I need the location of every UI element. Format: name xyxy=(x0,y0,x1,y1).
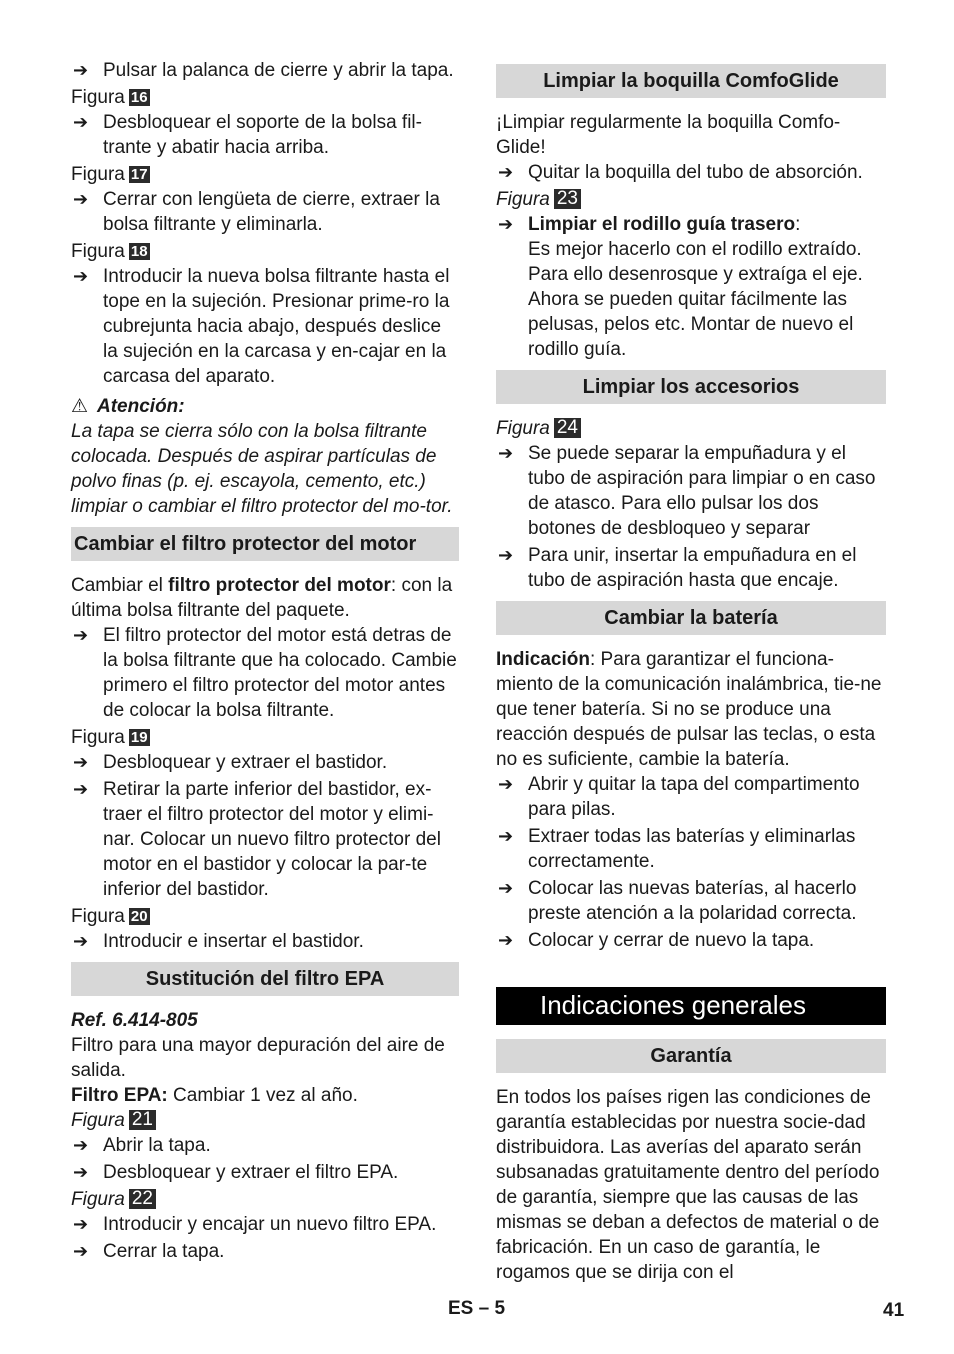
list-item: ➔ Colocar y cerrar de nuevo la tapa. xyxy=(498,930,815,951)
arrow-right-icon: ➔ xyxy=(498,162,514,182)
list-item: ➔ Introducir y encajar un nuevo filtro EPA. xyxy=(73,1214,437,1235)
list-item: ➔ Cerrar la tapa. xyxy=(73,1241,225,1262)
section-heading: Limpiar la boquilla ComfoGlide xyxy=(496,64,886,98)
figure-ref: Figura 17 xyxy=(71,164,148,185)
figure-number: 22 xyxy=(129,1189,156,1209)
paragraph: Filtro para una mayor depuración del aire de salida. xyxy=(71,1035,445,1081)
list-item: ➔ Desbloquear y extraer el bastidor. xyxy=(73,752,388,773)
figure-ref: Figura 19 xyxy=(71,727,148,748)
section-heading: Limpiar los accesorios xyxy=(496,370,886,404)
list-item: ➔ Pulsar la palanca de cierre y abrir la tapa. xyxy=(73,60,454,81)
section-heading: Sustitución del filtro EPA xyxy=(71,962,459,996)
arrow-right-icon: ➔ xyxy=(498,774,514,794)
chapter-heading: Indicaciones generales xyxy=(496,987,886,1025)
figure-number: 17 xyxy=(130,166,148,183)
arrow-right-icon: ➔ xyxy=(498,878,514,898)
arrow-right-icon: ➔ xyxy=(73,266,89,286)
figure-ref: Figura 21 xyxy=(71,1108,459,1133)
figure-ref: Figura 23 xyxy=(496,187,886,212)
paragraph: Indicación: Para garantizar el funciona-miento de la comunicación inalámbrica, tie-ne que tener batería. Si no se produce una reacción después de pulsar las teclas, o esta no es suficiente, cambie la batería. xyxy=(496,649,882,770)
arrow-right-icon: ➔ xyxy=(498,214,514,234)
list-item: ➔ Abrir la tapa. xyxy=(73,1135,211,1156)
arrow-right-icon: ➔ xyxy=(498,826,514,846)
arrow-right-icon: ➔ xyxy=(73,931,89,951)
section-heading: Cambiar la batería xyxy=(496,601,886,635)
paragraph: En todos los países rigen las condiciones de garantía establecidas por nuestra socie-dad distribuidora. Las averías del aparato serán subsanadas gratuitamente dentro del período de garantía, siempre que las causas de las mismas se deban a defectos de material o de fabricación. En un caso de garantía, le rogamos que se dirija con el xyxy=(496,1087,880,1283)
figure-number: 21 xyxy=(129,1110,156,1130)
warning-text: La tapa se cierra sólo con la bolsa filtrante colocada. Después de aspirar partículas de polvo finas (p. ej. escayola, cemento, etc.) limpiar o cambiar el filtro protector del mo-tor. xyxy=(71,421,453,517)
list-item: ➔ Introducir e insertar el bastidor. xyxy=(73,931,364,952)
page-number: 41 xyxy=(883,1300,905,1321)
arrow-right-icon: ➔ xyxy=(73,1162,89,1182)
right-column xyxy=(496,58,886,1285)
arrow-right-icon: ➔ xyxy=(73,1135,89,1155)
section-heading: Cambiar el filtro protector del motor xyxy=(71,527,459,561)
arrow-right-icon: ➔ xyxy=(73,112,89,132)
list-item: ➔ El filtro protector del motor está detras de la bolsa filtrante que ha colocado. Cambie primero el filtro protector del motor antes de colocar la bolsa filtrante. xyxy=(73,625,457,721)
paragraph: Filtro EPA: Cambiar 1 vez al año. xyxy=(71,1085,358,1106)
list-item: ➔ Abrir y quitar la tapa del compartimento para pilas. xyxy=(498,774,860,820)
warning-triangle-icon: ⚠ xyxy=(71,396,89,417)
figure-number: 18 xyxy=(130,243,148,260)
list-item: ➔ Para unir, insertar la empuñadura en el tubo de aspiración hasta que encaje. xyxy=(498,545,857,591)
list-item: ➔ Introducir la nueva bolsa filtrante hasta el tope en la sujeción. Presionar prime-ro la cubrejunta hacia abajo, después deslice la sujeción en la carcasa y en-cajar en la carcasa del aparato. xyxy=(73,266,450,387)
section-heading: Garantía xyxy=(496,1039,886,1073)
list-item: ➔ Colocar las nuevas baterías, al hacerlo preste atención a la polaridad correcta. xyxy=(498,878,857,924)
figure-ref: Figura 20 xyxy=(71,906,148,927)
figure-ref: Figura 18 xyxy=(71,241,148,262)
arrow-right-icon: ➔ xyxy=(73,1241,89,1261)
figure-number: 19 xyxy=(130,729,148,746)
arrow-right-icon: ➔ xyxy=(73,1214,89,1234)
arrow-right-icon: ➔ xyxy=(73,625,89,645)
arrow-right-icon: ➔ xyxy=(498,545,514,565)
arrow-right-icon: ➔ xyxy=(73,779,89,799)
list-item: ➔ Desbloquear el soporte de la bolsa fil-trante y abatir hacia arriba. xyxy=(73,112,422,158)
list-item: ➔ Desbloquear y extraer el filtro EPA. xyxy=(73,1162,399,1183)
figure-number: 20 xyxy=(130,908,148,925)
arrow-right-icon: ➔ xyxy=(498,930,514,950)
figure-number: 23 xyxy=(554,189,581,209)
warning-title: ⚠ Atención: xyxy=(71,396,185,417)
list-item: ➔ Cerrar con lengüeta de cierre, extraer la bolsa filtrante y eliminarla. xyxy=(73,189,440,235)
paragraph: Cambiar el filtro protector del motor: con la última bolsa filtrante del paquete. xyxy=(71,575,453,621)
arrow-right-icon: ➔ xyxy=(73,189,89,209)
list-item: ➔ Extraer todas las baterías y eliminarlas correctamente. xyxy=(498,826,856,872)
footer-language: ES – 5 xyxy=(448,1298,506,1319)
reference-number: Ref. 6.414-805 xyxy=(71,1010,198,1031)
left-column xyxy=(71,58,459,1266)
arrow-right-icon: ➔ xyxy=(498,443,514,463)
arrow-right-icon: ➔ xyxy=(73,752,89,772)
arrow-right-icon: ➔ xyxy=(73,60,89,80)
list-item: ➔ Quitar la boquilla del tubo de absorción. xyxy=(498,162,863,183)
paragraph: ¡Limpiar regularmente la boquilla Comfo-Glide! xyxy=(496,112,841,158)
figure-ref: Figura 22 xyxy=(71,1187,459,1212)
figure-ref: Figura 24 xyxy=(496,416,886,441)
figure-ref: Figura 16 xyxy=(71,87,148,108)
list-item: ➔ Retirar la parte inferior del bastidor, ex-traer el filtro protector del motor y elimi-nar. Colocar un nuevo filtro protector del motor en el bastidor y colocar la par-te inferior del bastidor. xyxy=(73,779,441,900)
list-item: ➔ Limpiar el rodillo guía trasero: Es mejor hacerlo con el rodillo extraído. Para ello desenrosque y extraíga el eje. Ahora se pueden quitar fácilmente las pelusas, pelos etc. Montar de nuevo el rodillo guía. xyxy=(498,214,863,360)
list-item: ➔ Se puede separar la empuñadura y el tubo de aspiración para limpiar o en caso de atasco. Para ello pulsar los dos botones de desbloqueo y separar xyxy=(498,443,876,539)
figure-number: 24 xyxy=(554,418,581,438)
figure-number: 16 xyxy=(130,89,148,106)
